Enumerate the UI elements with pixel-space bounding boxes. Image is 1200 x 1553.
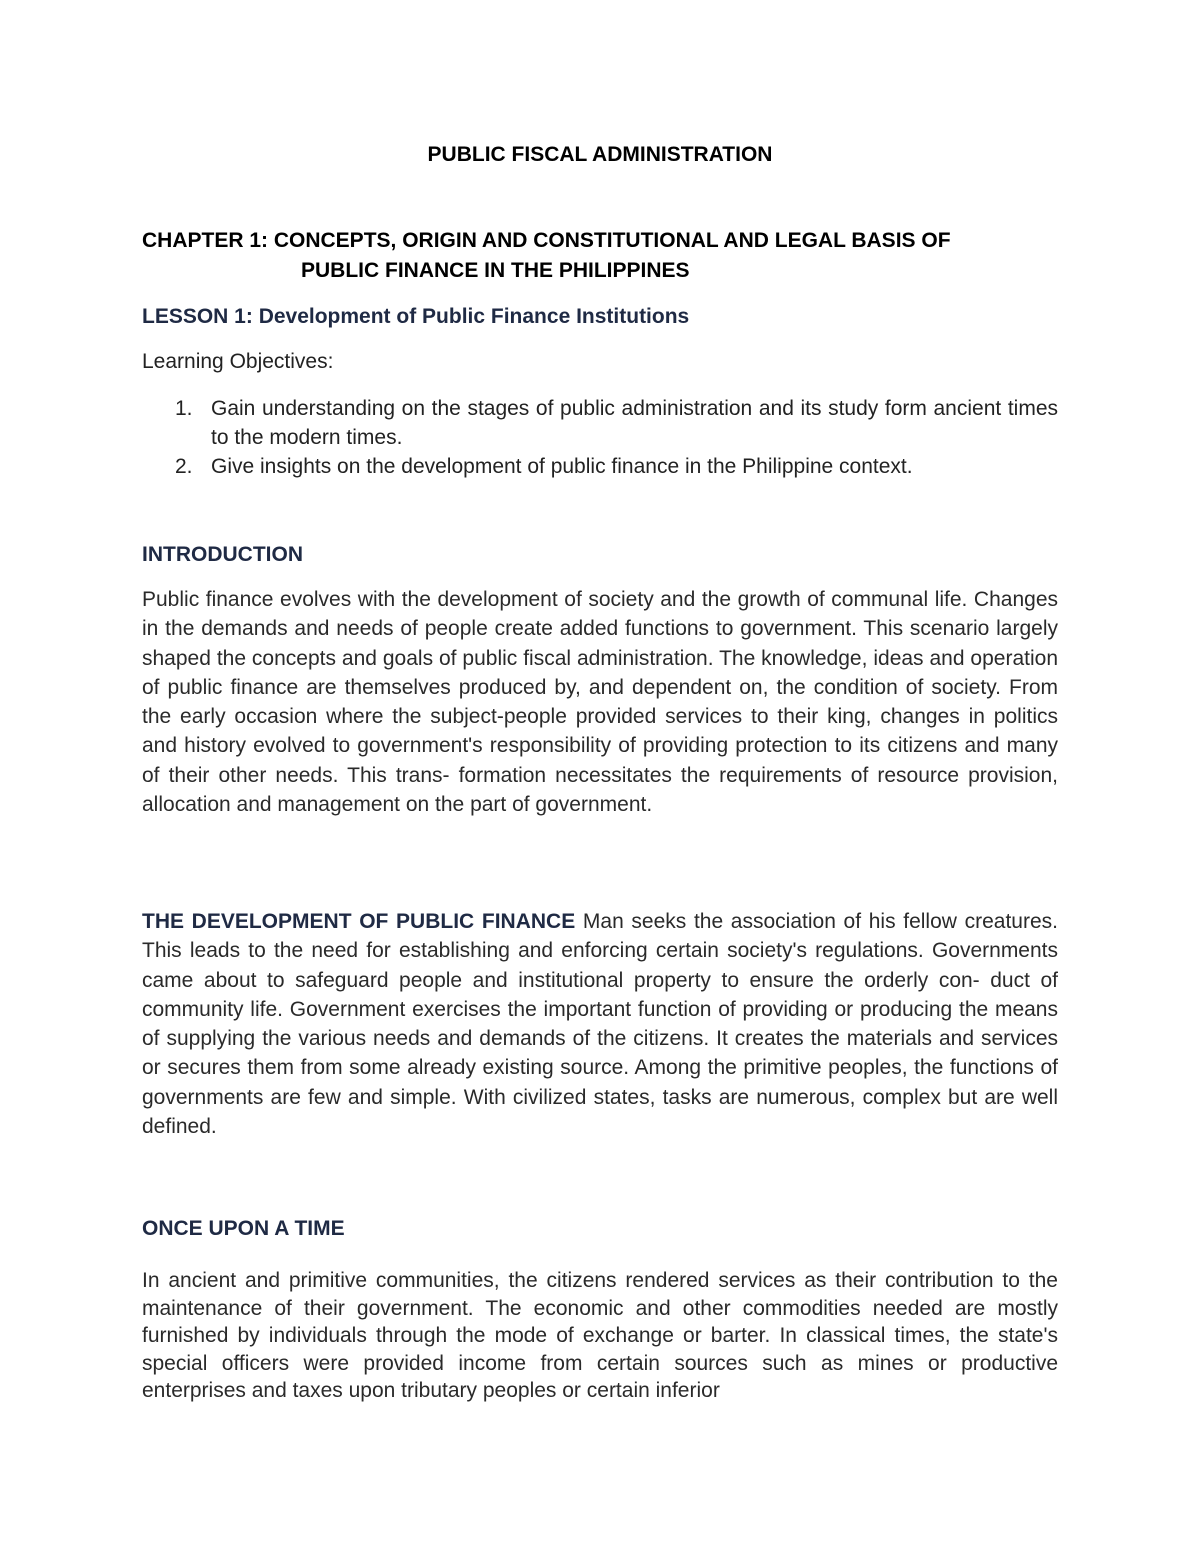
chapter-heading <box>142 226 1058 286</box>
development-heading: THE DEVELOPMENT OF PUBLIC FINANCE <box>142 910 576 933</box>
document-title: PUBLIC FISCAL ADMINISTRATION <box>427 143 773 166</box>
objective-number: 1. <box>175 397 193 420</box>
lesson-heading: LESSON 1: Development of Public Finance Institutions <box>142 305 690 328</box>
learning-objectives-list <box>142 394 1058 481</box>
objective-item <box>142 394 1058 452</box>
objective-number: 2. <box>175 455 193 478</box>
objective-text: Gain understanding on the stages of public administration and its study form ancient times to the modern times. <box>211 397 1058 449</box>
introduction-heading: INTRODUCTION <box>142 543 303 566</box>
objective-text: Give insights on the development of public finance in the Philippine context. <box>211 455 913 478</box>
chapter-heading-line-2: PUBLIC FINANCE IN THE PHILIPPINES <box>301 259 690 282</box>
development-paragraph <box>142 907 1058 1141</box>
development-text: Man seeks the association of his fellow creatures. This leads to the need for establishing and enforcing certain society's regulations. Governments came about to safeguard people and institutional property to ensure the orderly con- duct of community life. Government exercises the important function of providing or producing the means of supplying the various needs and demands of the citizens. It creates the materials and services or secures them from some already existing source. Among the primitive peoples, the functions of governments are few and simple. With civilized states, tasks are numerous, complex but are well defined. <box>142 910 1058 1139</box>
once-upon-a-time-heading: ONCE UPON A TIME <box>142 1217 345 1240</box>
once-upon-a-time-paragraph: In ancient and primitive communities, the citizens rendered services as their contribution to the maintenance of their government. The economic and other commodities needed are mostly furnished by individuals through the mode of exchange or barter. In classical times, the state's special officers were provided income from certain sources such as mines or productive enterprises and taxes upon tributary peoples or certain inferior <box>142 1269 1058 1402</box>
learning-objectives-label: Learning Objectives: <box>142 350 334 373</box>
objective-item <box>142 452 1058 481</box>
introduction-paragraph: Public finance evolves with the development of society and the growth of communal life. Changes in the demands and needs of people create added functions to government. This scenario largely shaped the concepts and goals of public fiscal administration. The knowledge, ideas and operation of public finance are themselves produced by, and dependent on, the condition of society. From the early occasion where the subject-people provided services to their king, changes in politics and history evolved to government's responsibility of providing protection to its citizens and many of their other needs. This trans- formation necessitates the requirements of resource provision, allocation and management on the part of government. <box>142 588 1058 817</box>
chapter-heading-line-1: CHAPTER 1: CONCEPTS, ORIGIN AND CONSTITUTIONAL AND LEGAL BASIS OF <box>142 229 951 252</box>
